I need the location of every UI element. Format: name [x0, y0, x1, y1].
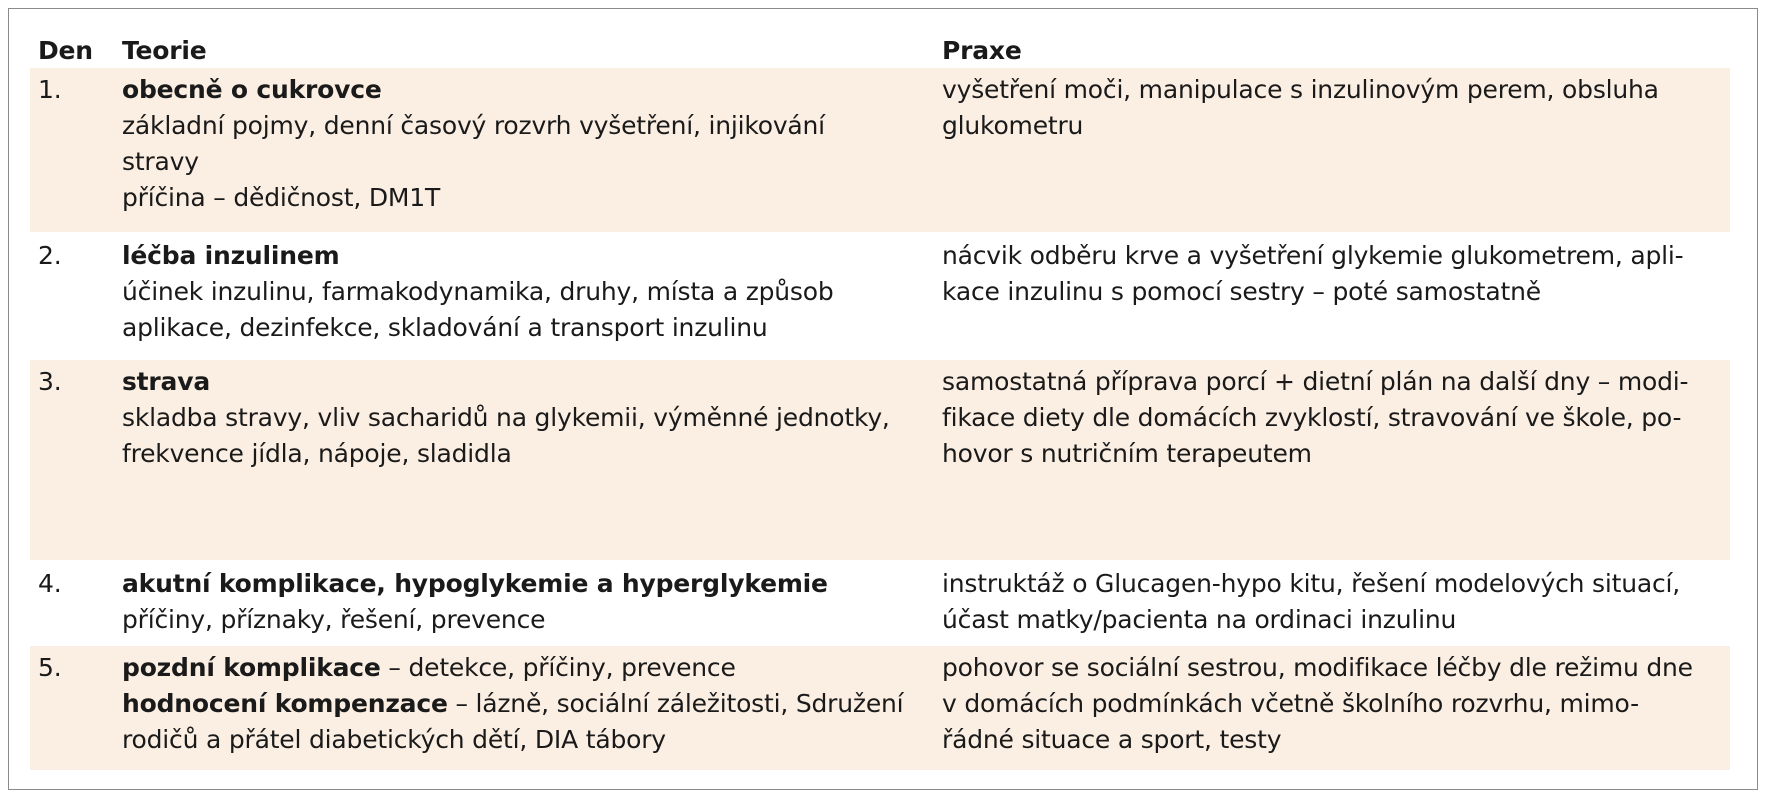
table-row	[30, 234, 1730, 358]
row-day: 3.	[38, 367, 62, 396]
row-day: 5.	[38, 653, 62, 682]
table-row	[30, 646, 1730, 770]
table-row	[30, 360, 1730, 560]
theory-line: rodičů a přátel diabetických dětí, DIA tábory	[122, 725, 666, 754]
theory-line: základní pojmy, denní časový rozvrh vyšetření, injikování	[122, 111, 825, 140]
theory-bold: hodnocení kompenzace	[122, 689, 448, 718]
practice-line: pohovor se sociální sestrou, modifikace léčby dle režimu dne	[942, 653, 1693, 682]
row-practice	[942, 566, 1722, 638]
practice-line: v domácích podmínkách včetně školního rozvrhu, mimo-	[942, 689, 1639, 718]
row-day: 2.	[38, 241, 62, 270]
row-practice	[942, 364, 1722, 472]
theory-line	[122, 650, 912, 686]
row-day: 1.	[38, 75, 62, 104]
practice-line: řádné situace a sport, testy	[942, 725, 1282, 754]
table-row	[30, 68, 1730, 232]
row-theory	[122, 72, 912, 216]
row-day: 4.	[38, 569, 62, 598]
theory-rest: – detekce, příčiny, prevence	[380, 653, 736, 682]
practice-line: vyšetření moči, manipulace s inzulinovým perem, obsluha	[942, 75, 1659, 104]
theory-rest: – lázně, sociální záležitosti, Sdružení	[447, 689, 904, 718]
practice-line: samostatná příprava porcí + dietní plán na další dny – modi-	[942, 367, 1689, 396]
table-row	[30, 562, 1730, 644]
theory-line: účinek inzulinu, farmakodynamika, druhy, místa a způsob	[122, 277, 834, 306]
practice-line: instruktáž o Glucagen-hypo kitu, řešení modelových situací,	[942, 569, 1681, 598]
practice-line: fikace diety dle domácích zvyklostí, stravování ve škole, po-	[942, 403, 1682, 432]
theory-title: obecně o cukrovce	[122, 75, 382, 104]
theory-title: akutní komplikace, hypoglykemie a hyperglykemie	[122, 569, 828, 598]
theory-line: aplikace, dezinfekce, skladování a transport inzulinu	[122, 313, 768, 342]
theory-bold: pozdní komplikace	[122, 653, 381, 682]
row-practice	[942, 72, 1722, 144]
row-theory	[122, 364, 912, 472]
theory-line: stravy	[122, 147, 199, 176]
header-den: Den	[38, 36, 93, 65]
header-teorie: Teorie	[122, 36, 207, 65]
practice-line: glukometru	[942, 111, 1084, 140]
theory-line: frekvence jídla, nápoje, sladidla	[122, 439, 512, 468]
theory-line: příčiny, příznaky, řešení, prevence	[122, 605, 546, 634]
row-theory	[122, 566, 912, 638]
theory-line: skladba stravy, vliv sacharidů na glykemii, výměnné jednotky,	[122, 403, 890, 432]
practice-line: kace inzulinu s pomocí sestry – poté samostatně	[942, 277, 1541, 306]
theory-line	[122, 686, 912, 722]
header-praxe: Praxe	[942, 36, 1022, 65]
theory-title: léčba inzulinem	[122, 241, 340, 270]
practice-line: hovor s nutričním terapeutem	[942, 439, 1312, 468]
row-theory	[122, 238, 912, 346]
row-practice	[942, 238, 1722, 310]
row-theory	[122, 650, 912, 758]
practice-line: účast matky/pacienta na ordinaci inzulinu	[942, 605, 1457, 634]
theory-title: strava	[122, 367, 210, 396]
theory-line: příčina – dědičnost, DM1T	[122, 183, 441, 212]
practice-line: nácvik odběru krve a vyšetření glykemie glukometrem, apli-	[942, 241, 1684, 270]
row-practice	[942, 650, 1722, 758]
table-header	[30, 28, 1730, 68]
